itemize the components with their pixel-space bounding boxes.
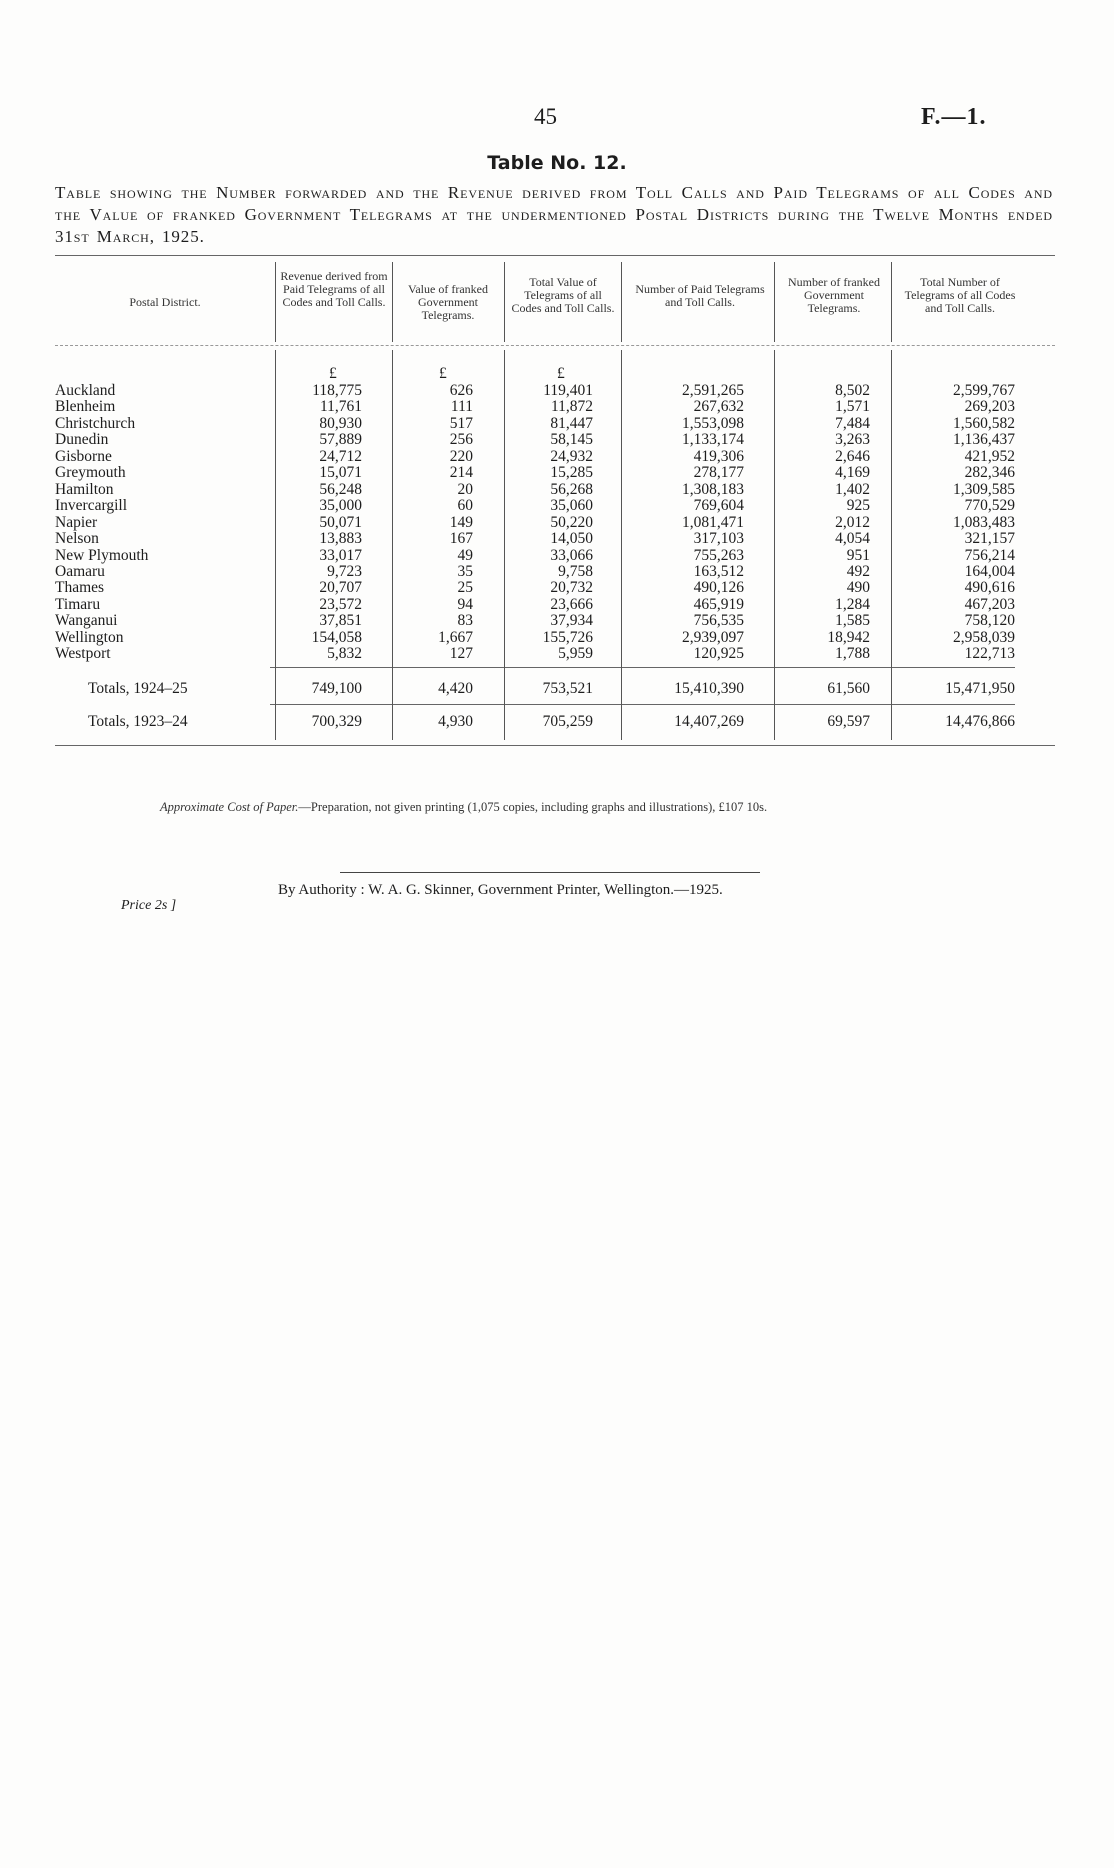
- revenue-cell: 24,712: [319, 447, 362, 465]
- total-value-cell: 24,932: [550, 447, 593, 465]
- franked-number-cell: 4,169: [835, 464, 870, 482]
- franked-number-cell: 7,484: [835, 414, 870, 432]
- revenue-cell: 23,572: [319, 595, 362, 613]
- paid-number-cell: 317,103: [693, 530, 744, 548]
- unit-franked-value: £: [439, 365, 447, 382]
- price-label: Price 2s ]: [121, 898, 177, 913]
- totals-paid-number: 15,410,390: [674, 680, 744, 697]
- franked-value-cell: 25: [457, 579, 473, 597]
- total-number-cell: 1,309,585: [953, 480, 1015, 498]
- revenue-cell: 5,832: [327, 645, 362, 663]
- district-name: Wellington: [55, 628, 124, 646]
- total-value-cell: 11,872: [550, 398, 593, 416]
- district-name: Nelson: [55, 530, 99, 548]
- revenue-cell: 56,248: [319, 480, 362, 498]
- franked-value-cell: 60: [457, 497, 473, 515]
- total-value-cell: 119,401: [543, 382, 593, 399]
- franked-value-cell: 517: [449, 414, 473, 432]
- table-caption: Table showing the Number forwarded and the Revenue derived from Toll Calls and Paid Telegrams of all Codes and the Value of franked Government Telegrams at the undermentioned Postal Districts during the Twelve Months ended 31st March, 1925.: [55, 183, 1053, 246]
- revenue-cell: 13,883: [319, 530, 362, 548]
- franked-value-cell: 220: [449, 447, 473, 465]
- revenue-cell: 37,851: [319, 612, 362, 630]
- paid-number-cell: 2,939,097: [682, 628, 744, 646]
- district-name: Westport: [55, 645, 111, 663]
- franked-value-cell: 94: [457, 595, 473, 613]
- authority-line: By Authority : W. A. G. Skinner, Government Printer, Wellington.—1925.: [278, 882, 723, 898]
- total-number-cell: 122,713: [964, 645, 1015, 663]
- franked-value-cell: 20: [457, 480, 473, 498]
- total-number-cell: 756,214: [964, 546, 1015, 564]
- revenue-cell: 50,071: [319, 513, 362, 531]
- franked-number-cell: 2,012: [835, 513, 870, 531]
- column-separator: [774, 350, 775, 740]
- paid-number-cell: 1,133,174: [682, 431, 744, 449]
- paid-number-cell: 278,177: [693, 464, 744, 482]
- header-revenue: Revenue derived from Paid Telegrams of all Codes and Toll Calls.: [280, 269, 388, 309]
- paid-number-cell: 490,126: [693, 579, 744, 597]
- district-name: Blenheim: [55, 398, 116, 416]
- franked-number-cell: 1,571: [835, 398, 870, 416]
- totals-paid-number: 14,407,269: [674, 713, 744, 730]
- total-value-cell: 37,934: [550, 612, 593, 630]
- paid-number-cell: 2,591,265: [682, 382, 744, 399]
- franked-value-cell: 127: [449, 645, 473, 663]
- franked-number-cell: 490: [846, 579, 870, 597]
- franked-number-cell: 3,263: [835, 431, 870, 449]
- cost-text: —Preparation, not given printing (1,075 copies, including graphs and illustrations), £107 10s.: [298, 800, 768, 814]
- total-value-cell: 5,959: [558, 645, 593, 663]
- table-bottom-rule: [55, 745, 1055, 746]
- paid-number-cell: 267,632: [693, 398, 744, 416]
- paid-number-cell: 769,604: [693, 497, 744, 515]
- authority-rule: [340, 872, 760, 873]
- district-name: Napier: [55, 513, 98, 531]
- total-number-cell: 164,004: [964, 562, 1015, 580]
- total-number-cell: 1,083,483: [953, 513, 1015, 531]
- revenue-cell: 154,058: [311, 628, 362, 646]
- total-value-cell: 81,447: [550, 414, 593, 432]
- franked-number-cell: 492: [846, 562, 870, 580]
- header-franked-value: Value of franked Government Telegrams.: [408, 282, 488, 322]
- district-name: Timaru: [55, 595, 101, 613]
- paid-number-cell: 1,081,471: [682, 513, 744, 531]
- column-separator: [392, 262, 393, 342]
- franked-value-cell: 149: [449, 513, 473, 531]
- franked-value-cell: 256: [449, 431, 473, 449]
- total-value-cell: 33,066: [550, 546, 593, 564]
- total-value-cell: 20,732: [550, 579, 593, 597]
- totals-total-value: 753,521: [542, 680, 593, 697]
- unit-revenue: £: [329, 365, 337, 382]
- franked-value-cell: 167: [449, 530, 473, 548]
- total-number-cell: 421,952: [964, 447, 1015, 465]
- column-separator: [891, 262, 892, 342]
- total-value-cell: 23,666: [550, 595, 593, 613]
- total-number-cell: 2,599,767: [953, 382, 1015, 399]
- totals-label: Totals, 1923–24: [88, 713, 188, 730]
- district-name: Christchurch: [55, 414, 136, 432]
- column-separator: [891, 350, 892, 740]
- column-separator: [504, 350, 505, 740]
- paid-number-cell: 120,925: [693, 645, 744, 663]
- revenue-cell: 15,071: [319, 464, 362, 482]
- paid-number-cell: 465,919: [693, 595, 744, 613]
- total-number-cell: 758,120: [964, 612, 1015, 630]
- district-name: Auckland: [55, 382, 116, 399]
- totals-total-number: 14,476,866: [945, 713, 1015, 730]
- revenue-cell: 33,017: [319, 546, 362, 564]
- total-value-cell: 58,145: [550, 431, 593, 449]
- revenue-cell: 20,707: [319, 579, 362, 597]
- district-name: Gisborne: [55, 447, 112, 465]
- totals-franked-number: 69,597: [827, 713, 870, 730]
- header-bottom-rule: [55, 345, 1055, 346]
- franked-number-cell: 18,942: [827, 628, 870, 646]
- revenue-cell: 80,930: [319, 414, 362, 432]
- franked-value-cell: 49: [457, 546, 473, 564]
- cost-label: Approximate Cost of Paper.: [160, 800, 299, 814]
- district-name: Wanganui: [55, 612, 118, 630]
- column-separator: [275, 350, 276, 740]
- column-separator: [621, 350, 622, 740]
- district-name: Invercargill: [55, 497, 128, 515]
- franked-value-cell: 1,667: [438, 628, 473, 646]
- cost-of-paper-note: [160, 800, 767, 815]
- totals-franked-value: 4,420: [438, 680, 473, 697]
- franked-number-cell: 4,054: [835, 530, 870, 548]
- paid-number-cell: 755,263: [693, 546, 744, 564]
- paid-number-cell: 163,512: [693, 562, 744, 580]
- district-name: Thames: [55, 579, 105, 597]
- paid-number-cell: 1,308,183: [682, 480, 744, 498]
- franked-number-cell: 1,788: [835, 645, 870, 663]
- totals-mid-rule: [270, 704, 1015, 705]
- franked-number-cell: 1,585: [835, 612, 870, 630]
- totals-total-value: 705,259: [542, 713, 593, 730]
- revenue-cell: 57,889: [319, 431, 362, 449]
- column-separator: [774, 262, 775, 342]
- total-number-cell: 321,157: [964, 530, 1015, 548]
- franked-value-cell: 111: [450, 398, 473, 416]
- column-separator: [621, 262, 622, 342]
- table-title: Table No. 12.: [487, 152, 627, 174]
- district-name: Dunedin: [55, 431, 109, 449]
- totals-franked-number: 61,560: [827, 680, 870, 697]
- total-number-cell: 2,958,039: [953, 628, 1015, 646]
- header-total-value: Total Value of Telegrams of all Codes and Toll Calls.: [511, 275, 615, 315]
- column-separator: [504, 262, 505, 342]
- total-number-cell: 770,529: [964, 497, 1015, 515]
- header-postal-district: Postal District.: [129, 295, 201, 309]
- total-value-cell: 155,726: [542, 628, 593, 646]
- revenue-cell: 118,775: [312, 382, 362, 399]
- district-name: Greymouth: [55, 464, 126, 482]
- totals-franked-value: 4,930: [438, 713, 473, 730]
- franked-number-cell: 1,284: [835, 595, 870, 613]
- totals-top-rule: [270, 667, 1015, 668]
- total-value-cell: 14,050: [550, 530, 593, 548]
- column-separator: [392, 350, 393, 740]
- revenue-cell: 11,761: [319, 398, 362, 416]
- totals-revenue: 700,329: [311, 713, 362, 730]
- total-number-cell: 282,346: [964, 464, 1015, 482]
- page-number: 45: [534, 104, 557, 129]
- paid-number-cell: 756,535: [693, 612, 744, 630]
- header-paid-number: Number of Paid Telegrams and Toll Calls.: [635, 282, 765, 309]
- district-name: New Plymouth: [55, 546, 149, 564]
- totals-revenue: 749,100: [311, 680, 362, 697]
- revenue-cell: 9,723: [327, 562, 362, 580]
- district-name: Hamilton: [55, 480, 114, 498]
- franked-number-cell: 951: [846, 546, 870, 564]
- franked-value-cell: 83: [457, 612, 473, 630]
- revenue-cell: 35,000: [319, 497, 362, 515]
- franked-number-cell: 925: [846, 497, 870, 515]
- document-code: F.—1.: [921, 104, 987, 130]
- total-number-cell: 490,616: [964, 579, 1015, 597]
- district-name: Oamaru: [55, 562, 105, 580]
- paid-number-cell: 1,553,098: [682, 414, 744, 432]
- totals-total-number: 15,471,950: [945, 680, 1015, 697]
- total-value-cell: 15,285: [550, 464, 593, 482]
- franked-number-cell: 2,646: [835, 447, 870, 465]
- table-top-rule: [55, 255, 1055, 256]
- franked-value-cell: 626: [449, 382, 473, 399]
- total-number-cell: 1,136,437: [953, 431, 1015, 449]
- header-franked-number: Number of franked Government Telegrams.: [788, 275, 880, 315]
- total-value-cell: 50,220: [550, 513, 593, 531]
- franked-value-cell: 35: [457, 562, 473, 580]
- total-value-cell: 56,268: [550, 480, 593, 498]
- franked-number-cell: 1,402: [835, 480, 870, 498]
- column-separator: [275, 262, 276, 342]
- total-value-cell: 9,758: [558, 562, 593, 580]
- header-total-number: Total Number of Telegrams of all Codes and Toll Calls.: [904, 275, 1016, 315]
- franked-number-cell: 8,502: [835, 382, 870, 399]
- franked-value-cell: 214: [449, 464, 473, 482]
- unit-total-value: £: [557, 365, 565, 382]
- total-number-cell: 1,560,582: [953, 414, 1015, 432]
- total-number-cell: 467,203: [964, 595, 1015, 613]
- totals-label: Totals, 1924–25: [88, 680, 188, 697]
- paid-number-cell: 419,306: [693, 447, 744, 465]
- total-number-cell: 269,203: [964, 398, 1015, 416]
- total-value-cell: 35,060: [550, 497, 593, 515]
